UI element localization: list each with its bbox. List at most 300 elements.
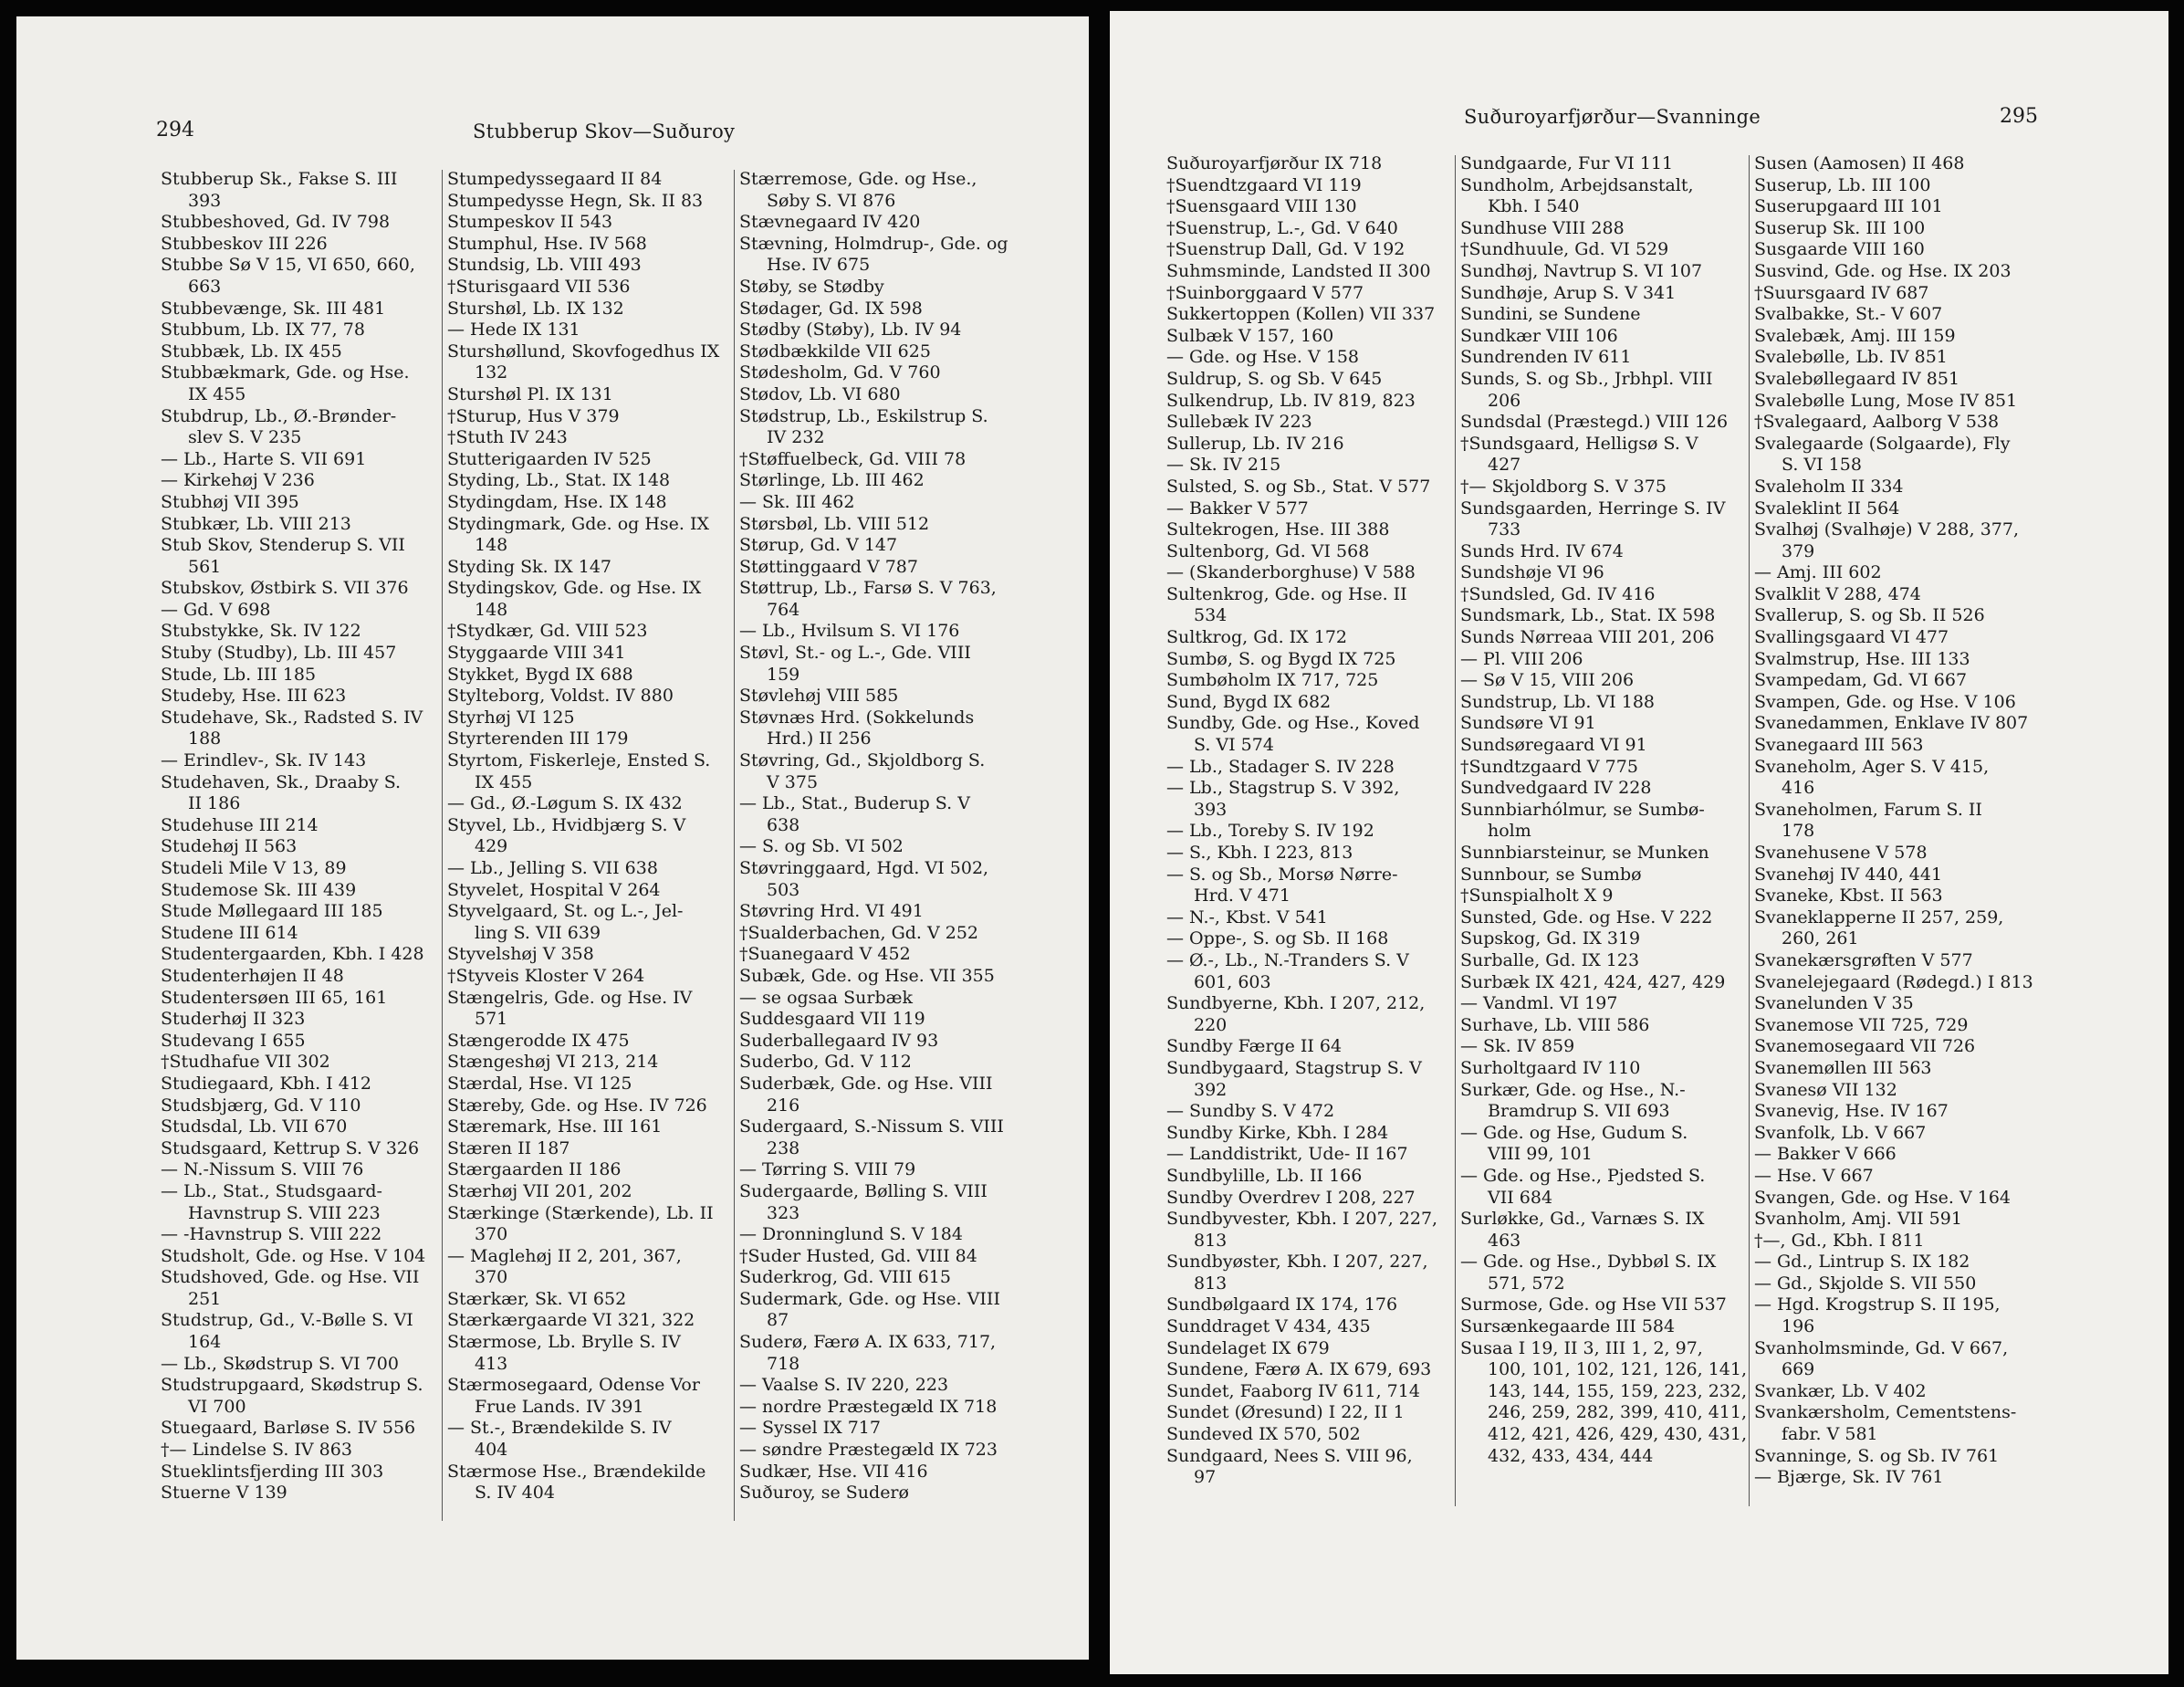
index-entry: Sulkendrup, Lb. IV 819, 823 xyxy=(1166,390,1416,411)
index-entry: Stubstykke, Sk. IV 122 xyxy=(161,621,361,642)
right-page xyxy=(1110,11,2168,1674)
index-entry: †— Skjoldborg S. V 375 xyxy=(1460,476,1667,497)
index-entry: — Lb., Stadager S. IV 228 xyxy=(1166,756,1395,777)
index-entry: †Sualderbachen, Gd. V 252 xyxy=(739,922,979,943)
index-entry: Sturshøllund, Skovfogedhus IX xyxy=(447,341,720,362)
index-entry: Stubbæk, Lb. IX 455 xyxy=(161,341,342,362)
index-entry-continuation: IX 455 xyxy=(475,771,533,792)
index-entry: — Hgd. Krogstrup S. II 195, xyxy=(1754,1294,2001,1315)
index-entry: Svampedam, Gd. VI 667 xyxy=(1754,670,1968,691)
index-entry: — Hse. V 667 xyxy=(1754,1165,1874,1186)
index-column xyxy=(447,169,737,1504)
index-entry: †Stuth IV 243 xyxy=(447,427,568,448)
index-entry-continuation: 429 xyxy=(475,836,508,857)
index-entry: Svanholmsminde, Gd. V 667, xyxy=(1754,1337,2009,1358)
index-entry: Studsbjærg, Gd. V 110 xyxy=(161,1095,361,1116)
index-entry: Sulbæk V 157, 160 xyxy=(1166,325,1334,346)
index-entry: Svalbakke, St.- V 607 xyxy=(1754,304,1943,325)
index-entry: — N.-Nissum S. VIII 76 xyxy=(161,1159,364,1180)
index-entry-continuation: Hrd.) II 256 xyxy=(767,728,872,749)
index-entry-continuation: fabr. V 581 xyxy=(1782,1424,1878,1445)
index-entry: Støvring Hrd. VI 491 xyxy=(739,901,924,922)
index-entry: Støttinggaard V 787 xyxy=(739,556,918,577)
index-entry-continuation: Frue Lands. IV 391 xyxy=(475,1396,644,1417)
index-entry: Svanemose VII 725, 729 xyxy=(1754,1014,1969,1035)
index-entry-continuation: holm xyxy=(1488,821,1531,842)
index-entry: Svanholm, Amj. VII 591 xyxy=(1754,1209,1962,1230)
index-entry-continuation: 601, 603 xyxy=(1194,971,1271,992)
index-entry-continuation: 463 xyxy=(1488,1230,1521,1251)
index-entry: Stuerne V 139 xyxy=(161,1483,287,1504)
index-entry: Sundet, Faaborg IV 611, 714 xyxy=(1166,1380,1420,1401)
index-entry: Stuby (Studby), Lb. III 457 xyxy=(161,643,397,664)
index-entry-continuation: 432, 433, 434, 444 xyxy=(1488,1445,1654,1466)
index-entry: Støby, se Stødby xyxy=(739,276,884,297)
index-entry: Sultenkrog, Gde. og Hse. II xyxy=(1166,583,1407,604)
index-entry: †Suursgaard IV 687 xyxy=(1754,282,1929,303)
running-head: Stubberup Skov—Suðuroy xyxy=(473,120,736,142)
index-entry: Sturshøl Pl. IX 131 xyxy=(447,383,613,404)
index-column xyxy=(1460,153,1752,1467)
index-entry: Stæreby, Gde. og Hse. IV 726 xyxy=(447,1095,707,1116)
index-entry: — Vandml. VI 197 xyxy=(1460,993,1618,1014)
index-entry: Sunddraget V 434, 435 xyxy=(1166,1316,1371,1337)
index-entry: †Sturisgaard VII 536 xyxy=(447,276,631,297)
index-entry: Støvlehøj VIII 585 xyxy=(739,686,899,707)
index-entry: Studiegaard, Kbh. I 412 xyxy=(161,1073,371,1094)
index-entry: Sundbyøster, Kbh. I 207, 227, xyxy=(1166,1252,1428,1273)
index-entry: Sumbøholm IX 717, 725 xyxy=(1166,670,1379,691)
index-entry: Stærkinge (Stærkende), Lb. II xyxy=(447,1202,714,1223)
index-entry: Sursænkegaarde III 584 xyxy=(1460,1316,1676,1337)
index-entry: — Hede IX 131 xyxy=(447,320,580,341)
index-entry: Stueklintsfjerding III 303 xyxy=(161,1461,384,1482)
index-entry: Sundsdal (Præstegd.) VIII 126 xyxy=(1460,412,1729,433)
index-entry-continuation: 246, 259, 282, 399, 410, 411, xyxy=(1488,1402,1748,1423)
index-entry: Stubkær, Lb. VIII 213 xyxy=(161,513,351,534)
index-entry: Studemose Sk. III 439 xyxy=(161,879,357,900)
index-entry: Sundhøje, Arup S. V 341 xyxy=(1460,282,1677,303)
index-entry: — N.-, Kbst. V 541 xyxy=(1166,906,1328,927)
index-entry: — Gd., Lintrup S. IX 182 xyxy=(1754,1252,1970,1273)
index-entry-continuation: 392 xyxy=(1194,1079,1228,1100)
index-entry-continuation: ling S. VII 639 xyxy=(475,922,601,943)
index-entry-continuation: 416 xyxy=(1782,778,1815,799)
index-entry: Svaneholmen, Farum S. II xyxy=(1754,799,1982,820)
index-entry: Stub Skov, Stenderup S. VII xyxy=(161,535,405,556)
index-entry: Studevang I 655 xyxy=(161,1030,306,1051)
index-entry-continuation: 393 xyxy=(188,190,222,211)
index-entry: — Bakker V 577 xyxy=(1166,498,1309,519)
index-entry: Studstrupgaard, Skødstrup S. xyxy=(161,1375,423,1396)
index-entry: — Gd. V 698 xyxy=(161,599,271,620)
index-entry: — Landdistrikt, Ude- II 167 xyxy=(1166,1144,1408,1165)
index-entry: Suderbæk, Gde. og Hse. VIII xyxy=(739,1073,993,1094)
index-entry: Styggaarde VIII 341 xyxy=(447,643,626,664)
index-entry-continuation: 206 xyxy=(1488,390,1521,411)
index-entry-continuation: 238 xyxy=(767,1137,800,1158)
index-entry: Svanesø VII 132 xyxy=(1754,1079,1897,1100)
index-entry-continuation: VIII 99, 101 xyxy=(1488,1144,1593,1165)
index-entry: Sundholm, Arbejdsanstalt, xyxy=(1460,174,1694,195)
index-entry: Svanfolk, Lb. V 667 xyxy=(1754,1122,1927,1143)
index-entry: — Erindlev-, Sk. IV 143 xyxy=(161,750,367,771)
index-entry: Stærgaarden II 186 xyxy=(447,1159,622,1180)
index-entry: Suserup Sk. III 100 xyxy=(1754,217,1926,238)
index-entry: Suldrup, S. og Sb. V 645 xyxy=(1166,368,1383,389)
index-entry: Stødstrup, Lb., Eskilstrup S. xyxy=(739,405,988,426)
index-entry: Surløkke, Gd., Varnæs S. IX xyxy=(1460,1209,1705,1230)
index-entry-continuation: 87 xyxy=(767,1310,789,1331)
index-entry: Stydingdam, Hse. IX 148 xyxy=(447,491,667,512)
index-entry-continuation: Søby S. VI 876 xyxy=(767,190,896,211)
index-entry-continuation: 813 xyxy=(1194,1273,1228,1294)
index-entry: Stængeshøj VI 213, 214 xyxy=(447,1052,659,1073)
index-entry: — Lb., Stagstrup S. V 392, xyxy=(1166,778,1400,799)
index-entry: Stubskov, Østbirk S. VII 376 xyxy=(161,578,409,599)
column-divider xyxy=(1455,155,1456,1506)
index-entry: Stubbeshoved, Gd. IV 798 xyxy=(161,212,391,233)
index-entry-continuation: 813 xyxy=(1194,1230,1228,1251)
index-entry-continuation: 100, 101, 102, 121, 126, 141, xyxy=(1488,1359,1748,1380)
index-entry: Sudergaard, S.-Nissum S. VIII xyxy=(739,1116,1004,1137)
index-entry: †Støffuelbeck, Gd. VIII 78 xyxy=(739,448,967,469)
index-entry-continuation: 97 xyxy=(1194,1467,1217,1488)
index-entry: Stæren II 187 xyxy=(447,1137,570,1158)
index-entry-continuation: S. IV 404 xyxy=(475,1483,555,1504)
index-entry-continuation: 132 xyxy=(475,362,508,383)
index-entry: Svalebæk, Amj. III 159 xyxy=(1754,325,1956,346)
index-entry: Surholtgaard IV 110 xyxy=(1460,1057,1641,1078)
index-entry: Svanehøj IV 440, 441 xyxy=(1754,864,1943,885)
index-entry: Sundstrup, Lb. VI 188 xyxy=(1460,691,1655,712)
index-entry: — Lb., Stat., Studsgaard- xyxy=(161,1180,382,1201)
index-entry: †Studhafue VII 302 xyxy=(161,1052,330,1073)
index-entry: Studehaven, Sk., Draaby S. xyxy=(161,771,402,792)
index-entry-continuation: slev S. V 235 xyxy=(188,427,302,448)
index-entry: Svaleholm II 334 xyxy=(1754,476,1904,497)
index-entry: †Suanegaard V 452 xyxy=(739,944,911,965)
index-entry: — Gde. og Hse. V 158 xyxy=(1166,347,1360,368)
index-entry: Størlinge, Lb. III 462 xyxy=(739,470,925,491)
index-entry: — Sk. IV 215 xyxy=(1166,455,1281,476)
index-entry-continuation: 251 xyxy=(188,1288,222,1309)
index-entry-continuation: Hrd. V 471 xyxy=(1194,885,1291,906)
index-entry: Stængelris, Gde. og Hse. IV xyxy=(447,987,693,1008)
index-entry: Svalebølle Lung, Mose IV 851 xyxy=(1754,390,2018,411)
index-entry: — -Havnstrup S. VIII 222 xyxy=(161,1224,382,1245)
index-entry: Studeli Mile V 13, 89 xyxy=(161,858,347,878)
index-entry-continuation: 148 xyxy=(475,535,508,556)
index-entry: †Suder Husted, Gd. VIII 84 xyxy=(739,1245,977,1266)
index-entry: Sundelaget IX 679 xyxy=(1166,1337,1330,1358)
index-entry: Sundby Kirke, Kbh. I 284 xyxy=(1166,1122,1389,1143)
index-entry: Styrterenden III 179 xyxy=(447,728,629,749)
index-entry: †Sundhuule, Gd. VI 529 xyxy=(1460,239,1669,260)
index-entry: Stærhøj VII 201, 202 xyxy=(447,1180,632,1201)
index-entry: Svalebøllegaard IV 851 xyxy=(1754,368,1960,389)
index-entry: Susgaarde VIII 160 xyxy=(1754,239,1925,260)
index-entry: Stude Møllegaard III 185 xyxy=(161,901,383,922)
index-entry: Sunds, S. og Sb., Jrbhpl. VIII xyxy=(1460,368,1713,389)
index-entry: Suderbo, Gd. V 112 xyxy=(739,1052,912,1073)
index-entry: Styvelgaard, St. og L.-, Jel- xyxy=(447,901,684,922)
index-entry-continuation: 143, 144, 155, 159, 223, 232, xyxy=(1488,1380,1748,1401)
index-entry: Stærremose, Gde. og Hse., xyxy=(739,169,977,189)
index-entry: Svanninge, S. og Sb. IV 761 xyxy=(1754,1445,2000,1466)
index-entry: Sundet (Øresund) I 22, II 1 xyxy=(1166,1402,1405,1423)
index-entry: — S., Kbh. I 223, 813 xyxy=(1166,843,1353,863)
index-entry: Sudergaarde, Bølling S. VIII xyxy=(739,1180,988,1201)
index-entry: Støvl, St.- og L.-, Gde. VIII xyxy=(739,643,971,664)
index-entry: †Styveis Kloster V 264 xyxy=(447,965,645,986)
index-entry: Stærkær, Sk. VI 652 xyxy=(447,1288,627,1309)
index-entry: Stydingskov, Gde. og Hse. IX xyxy=(447,578,702,599)
index-entry-continuation: 220 xyxy=(1194,1014,1228,1035)
index-column xyxy=(161,169,448,1504)
index-entry: Svanehusene V 578 xyxy=(1754,843,1928,863)
index-entry: Suderø, Færø A. IX 633, 717, xyxy=(739,1332,997,1353)
index-entry: Størup, Gd. V 147 xyxy=(739,535,898,556)
index-entry: Sundene, Færø A. IX 679, 693 xyxy=(1166,1359,1432,1380)
index-entry: Studshoved, Gde. og Hse. VII xyxy=(161,1267,420,1288)
page-number: 294 xyxy=(156,119,194,141)
index-entry: Svanemosegaard VII 726 xyxy=(1754,1036,1976,1057)
index-entry: Sundhuse VIII 288 xyxy=(1460,217,1625,238)
index-entry: Sundhøj, Navtrup S. VI 107 xyxy=(1460,260,1703,281)
index-entry: — nordre Præstegæld IX 718 xyxy=(739,1396,998,1417)
index-entry: Stubhøj VII 395 xyxy=(161,491,299,512)
index-entry: — Lb., Jelling S. VII 638 xyxy=(447,858,658,878)
index-entry-continuation: 260, 261 xyxy=(1782,928,1859,949)
index-entry: Svanevig, Hse. IV 167 xyxy=(1754,1101,1949,1122)
index-entry: Sundbylille, Lb. II 166 xyxy=(1166,1165,1363,1186)
index-entry: †Suendtzgaard VI 119 xyxy=(1166,174,1362,195)
index-entry: — Maglehøj II 2, 201, 367, xyxy=(447,1245,682,1266)
index-entry: Svanegaard III 563 xyxy=(1754,735,1924,756)
index-entry: Sundbygaard, Stagstrup S. V xyxy=(1166,1057,1422,1078)
index-entry: Sunsted, Gde. og Hse. V 222 xyxy=(1460,906,1713,927)
index-entry: Svaneklapperne II 257, 259, xyxy=(1754,906,2004,927)
index-entry: Svaneke, Kbst. II 563 xyxy=(1754,885,1943,906)
index-entry: Styrhøj VI 125 xyxy=(447,707,575,728)
index-entry-continuation: VI 700 xyxy=(188,1396,246,1417)
index-entry: — Kirkehøj V 236 xyxy=(161,470,315,491)
index-entry: Stærkærgaarde VI 321, 322 xyxy=(447,1310,695,1331)
index-entry: Sudkær, Hse. VII 416 xyxy=(739,1461,928,1482)
index-entry: Stærmosegaard, Odense Vor xyxy=(447,1375,700,1396)
index-entry: Størsbøl, Lb. VIII 512 xyxy=(739,513,930,534)
index-entry: Sultenborg, Gd. VI 568 xyxy=(1166,540,1370,561)
index-entry: Stævnegaard IV 420 xyxy=(739,212,921,233)
index-entry: Susen (Aamosen) II 468 xyxy=(1754,153,1965,173)
index-entry: Studene III 614 xyxy=(161,922,298,943)
index-entry: Stutterigaarden IV 525 xyxy=(447,448,652,469)
index-entry: Svanelejegaard (Rødegd.) I 813 xyxy=(1754,971,2033,992)
index-entry: Studsdal, Lb. VII 670 xyxy=(161,1116,348,1137)
index-entry: Svaleklint II 564 xyxy=(1754,498,1900,519)
index-entry: Stærdal, Hse. VI 125 xyxy=(447,1073,632,1094)
index-column xyxy=(739,169,1040,1504)
index-entry: Styvel, Lb., Hvidbjærg S. V xyxy=(447,814,686,835)
index-entry: Svangen, Gde. og Hse. V 164 xyxy=(1754,1187,2012,1208)
index-entry-continuation: 370 xyxy=(475,1224,508,1245)
index-entry: Sundby Overdrev I 208, 227 xyxy=(1166,1187,1416,1208)
index-entry: †Sunspialholt X 9 xyxy=(1460,885,1614,906)
index-entry-continuation: 663 xyxy=(188,276,222,297)
index-entry: Svankærsholm, Cementstens- xyxy=(1754,1402,2017,1423)
index-entry: Suðuroyarfjørður IX 718 xyxy=(1166,153,1383,173)
index-entry: Svanelunden V 35 xyxy=(1754,993,1914,1014)
index-entry: Suðuroy, se Suderø xyxy=(739,1483,909,1504)
index-entry: Sundbyerne, Kbh. I 207, 212, xyxy=(1166,993,1426,1014)
index-entry-continuation: S. VI 574 xyxy=(1194,735,1274,756)
index-entry: Svaneholm, Ager S. V 415, xyxy=(1754,756,1990,777)
index-entry: Sund, Bygd IX 682 xyxy=(1166,691,1332,712)
index-entry-continuation: 571 xyxy=(475,1009,508,1030)
index-entry: Styrtom, Fiskerleje, Ensted S. xyxy=(447,750,711,771)
index-entry: — Vaalse S. IV 220, 223 xyxy=(739,1375,949,1396)
index-entry-continuation: 393 xyxy=(1194,799,1228,820)
index-entry: Suserupgaard III 101 xyxy=(1754,196,1943,217)
index-entry: Studerhøj II 323 xyxy=(161,1009,306,1030)
index-entry: Stæremark, Hse. III 161 xyxy=(447,1116,663,1137)
index-entry-continuation: Bramdrup S. VII 693 xyxy=(1488,1101,1670,1122)
index-entry: Susvind, Gde. og Hse. IX 203 xyxy=(1754,260,2012,281)
index-entry: Stubdrup, Lb., Ø.-Brønder- xyxy=(161,405,397,426)
index-entry: Suhmsminde, Landsted II 300 xyxy=(1166,260,1431,281)
index-entry: Sturshøl, Lb. IX 132 xyxy=(447,298,624,319)
index-entry-continuation: 159 xyxy=(767,664,800,685)
index-entry-continuation: 404 xyxy=(475,1440,508,1461)
index-entry-continuation: 164 xyxy=(188,1332,222,1353)
index-entry: Studehøj II 563 xyxy=(161,836,298,857)
index-entry: Stødager, Gd. IX 598 xyxy=(739,298,923,319)
index-entry: Sunds Hrd. IV 674 xyxy=(1460,540,1624,561)
index-entry: Studentergaarden, Kbh. I 428 xyxy=(161,944,424,965)
index-entry: Stærmose, Lb. Brylle S. IV xyxy=(447,1332,681,1353)
index-entry: Stærmose Hse., Brændekilde xyxy=(447,1461,706,1482)
index-entry: Svalmstrup, Hse. III 133 xyxy=(1754,648,1970,669)
index-entry: Svallingsgaard VI 477 xyxy=(1754,627,1949,648)
index-entry: Støvnæs Hrd. (Sokkelunds xyxy=(739,707,975,728)
index-entry: Sundvedgaard IV 228 xyxy=(1460,778,1652,799)
index-entry: Studehuse III 214 xyxy=(161,814,319,835)
index-entry: Stude, Lb. III 185 xyxy=(161,664,317,685)
index-entry: Sundsmark, Lb., Stat. IX 598 xyxy=(1460,605,1716,626)
column-divider xyxy=(442,170,443,1521)
index-entry-continuation: S. VI 158 xyxy=(1782,455,1862,476)
index-entry: Stundsig, Lb. VIII 493 xyxy=(447,255,642,276)
index-entry: †Suenstrup, L.-, Gd. V 640 xyxy=(1166,217,1398,238)
index-entry: Suderkrog, Gd. VIII 615 xyxy=(739,1267,951,1288)
index-entry: †Stydkær, Gd. VIII 523 xyxy=(447,621,648,642)
index-entry: Sundshøje VI 96 xyxy=(1460,562,1604,583)
index-entry-continuation: II 186 xyxy=(188,793,241,814)
index-entry: Stumpeskov II 543 xyxy=(447,212,613,233)
index-entry: — Gde. og Hse., Pjedsted S. xyxy=(1460,1165,1706,1186)
index-entry: Susaa I 19, II 3, III 1, 2, 97, xyxy=(1460,1337,1703,1358)
index-entry: Styding, Lb., Stat. IX 148 xyxy=(447,470,671,491)
index-entry-continuation: 534 xyxy=(1194,605,1228,626)
index-entry: Stumpedysse Hegn, Sk. II 83 xyxy=(447,190,704,211)
index-entry: Surhave, Lb. VIII 586 xyxy=(1460,1014,1650,1035)
index-entry-continuation: 718 xyxy=(767,1353,800,1374)
index-entry: Stubbe Sø V 15, VI 650, 660, xyxy=(161,255,415,276)
index-entry: Sultekrogen, Hse. III 388 xyxy=(1166,519,1390,540)
index-entry: Suserup, Lb. III 100 xyxy=(1754,174,1931,195)
index-entry: Stubbum, Lb. IX 77, 78 xyxy=(161,320,365,341)
index-entry-continuation: V 375 xyxy=(767,771,819,792)
index-entry: †Sundtzgaard V 775 xyxy=(1460,756,1638,777)
index-entry: †Sundsled, Gd. IV 416 xyxy=(1460,583,1656,604)
index-entry: — (Skanderborghuse) V 588 xyxy=(1166,562,1416,583)
index-entry: — Lb., Stat., Buderup S. V xyxy=(739,793,970,814)
index-entry: Studsgaard, Kettrup S. V 326 xyxy=(161,1137,420,1158)
index-entry: — Lb., Harte S. VII 691 xyxy=(161,448,367,469)
index-entry: †Suensgaard VIII 130 xyxy=(1166,196,1357,217)
index-entry: Sundsøregaard VI 91 xyxy=(1460,735,1647,756)
index-entry: Supskog, Gd. IX 319 xyxy=(1460,928,1641,949)
index-entry: †—, Gd., Kbh. I 811 xyxy=(1754,1230,1925,1251)
index-entry-continuation: 370 xyxy=(475,1267,508,1288)
index-entry: Sundbyvester, Kbh. I 207, 227, xyxy=(1166,1209,1438,1230)
page-number: 295 xyxy=(2000,105,2038,128)
index-entry-continuation: 669 xyxy=(1782,1359,1815,1380)
column-divider xyxy=(1749,155,1750,1506)
index-entry: Studentersøen III 65, 161 xyxy=(161,987,388,1008)
index-entry: Svanekærsgrøften V 577 xyxy=(1754,949,1973,970)
index-entry: Studsholt, Gde. og Hse. V 104 xyxy=(161,1245,426,1266)
index-entry: Svanedammen, Enklave IV 807 xyxy=(1754,713,2029,734)
index-entry: Sundsøre VI 91 xyxy=(1460,713,1596,734)
index-entry: Sundrenden IV 611 xyxy=(1460,347,1632,368)
left-page xyxy=(16,16,1089,1660)
index-entry-continuation: 412, 421, 426, 429, 430, 431, xyxy=(1488,1424,1748,1445)
index-entry: Stykket, Bygd IX 688 xyxy=(447,664,633,685)
index-entry: Svallerup, S. og Sb. II 526 xyxy=(1754,605,1985,626)
index-entry: Stuegaard, Barløse S. IV 556 xyxy=(161,1418,416,1439)
index-entry: — Lb., Hvilsum S. VI 176 xyxy=(739,621,960,642)
index-entry: Styvelshøj V 358 xyxy=(447,944,594,965)
index-entry: Sultkrog, Gd. IX 172 xyxy=(1166,627,1347,648)
index-entry: Sundeved IX 570, 502 xyxy=(1166,1424,1361,1445)
index-column xyxy=(1754,153,2055,1489)
index-entry: Sumbø, S. og Bygd IX 725 xyxy=(1166,648,1396,669)
index-entry: Sullerup, Lb. IV 216 xyxy=(1166,433,1344,454)
index-entry: — Gd., Skjolde S. VII 550 xyxy=(1754,1273,1977,1294)
index-entry-continuation: 503 xyxy=(767,879,800,900)
index-entry-continuation: 379 xyxy=(1782,540,1815,561)
index-entry: — søndre Præstegæld IX 723 xyxy=(739,1440,998,1461)
index-entry: Surballe, Gd. IX 123 xyxy=(1460,949,1640,970)
index-entry-continuation: Kbh. I 540 xyxy=(1488,196,1580,217)
index-entry: Støvringgaard, Hgd. VI 502, xyxy=(739,858,989,878)
index-entry: Surmose, Gde. og Hse VII 537 xyxy=(1460,1294,1727,1315)
index-entry-continuation: 216 xyxy=(767,1095,800,1116)
index-entry: Svalklit V 288, 474 xyxy=(1754,583,1921,604)
index-entry: Studstrup, Gd., V.-Bølle S. VI xyxy=(161,1310,413,1331)
index-entry-continuation: 196 xyxy=(1782,1316,1815,1337)
index-entry-continuation: 178 xyxy=(1782,821,1815,842)
index-entry: — St.-, Brændekilde S. IV xyxy=(447,1418,672,1439)
index-entry: Støvring, Gd., Skjoldborg S. xyxy=(739,750,986,771)
index-entry: Svankær, Lb. V 402 xyxy=(1754,1380,1927,1401)
index-entry-continuation: 764 xyxy=(767,599,800,620)
index-entry: Stødesholm, Gd. V 760 xyxy=(739,362,941,383)
index-entry-continuation: Hse. IV 675 xyxy=(767,255,871,276)
index-entry: Sullebæk IV 223 xyxy=(1166,412,1312,433)
